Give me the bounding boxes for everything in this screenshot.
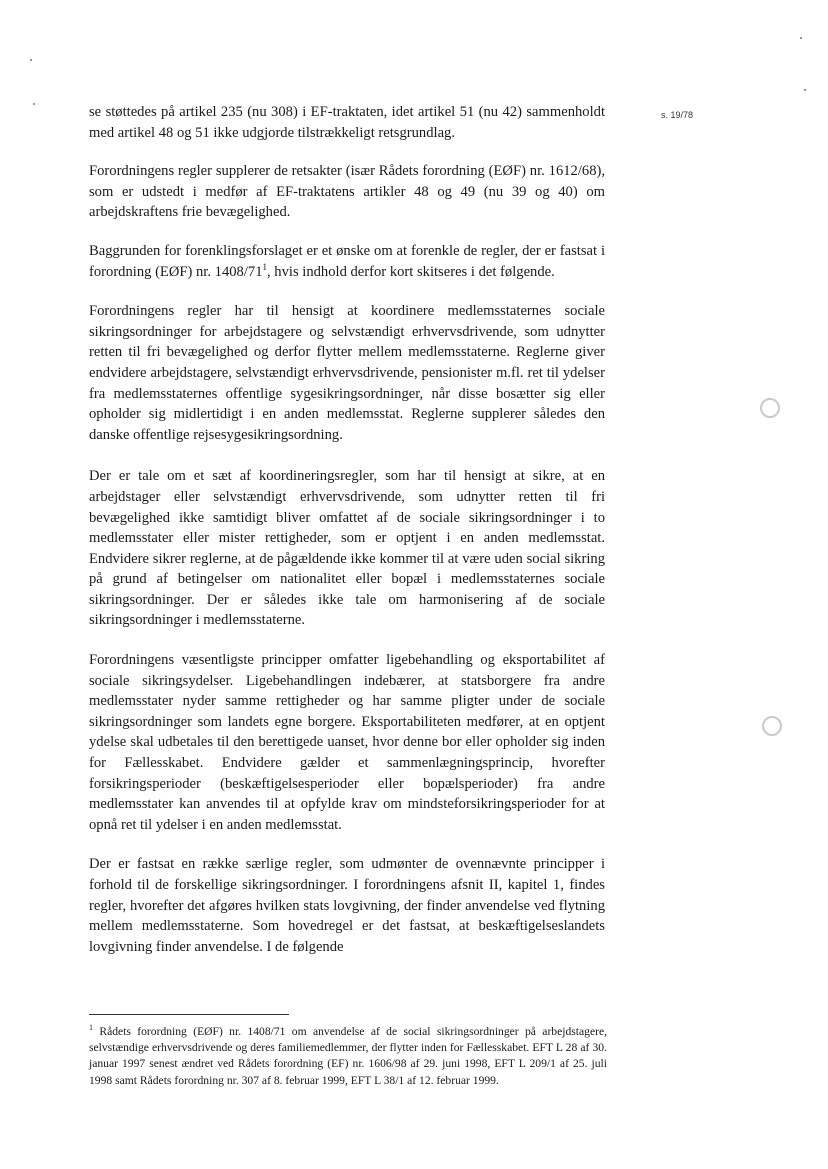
footnote-reference[interactable]: 1 [262,261,267,272]
paragraph-1: se støttedes på artikel 235 (nu 308) i EF-traktaten, idet artikel 51 (nu 42) sammenholdt med artikel 48 og 51 ikke udgjorde tilstrækkeligt retsgrundlag. [89,104,605,141]
paragraph-3 [89,241,605,282]
body-text [89,102,605,957]
footnote [89,1024,607,1089]
margin-page-reference: s. 19/78 [661,110,694,120]
paragraph-7: Der er fastsat en række særlige regler, som udmønter de ovennævnte principper i forhold til de forskellige sikringsordninger. I forordningens afsnit II, kapitel 1, findes regler, hvorefter det afgøres hvilken stats lovgivning, der finder anvendelse ved flytning mellem medlemsstaterne. Som hovedregel er det fastsat, at beskæftigelseslandets lovgivning finder anvendelse. I de følgende [89,856,605,955]
scan-speck [33,103,35,105]
punch-hole [762,716,782,736]
footnote-number: 1 [89,1023,93,1033]
footnote-divider [89,1014,289,1015]
paragraph-6: Forordningens væsentligste principper omfatter ligebehandling og eksportabilitet af sociale sikringsydelser. Ligebehandlingen indebærer, at statsborgere fra andre medlemsstater nyder samme rettigheder og har samme pligter under de sociale sikringsordninger som landets egne borgere. Eksportabiliteten medfører, at en optjent ydelse skal udbetales til den berettigede uanset, hvor denne bor eller opholder sig inden for Fællesskabet. Endvidere gælder et sammenlægningsprincip, hvorefter forsikringsperioder (beskæftigelsesperioder eller bopælsperioder) fra andre medlemsstater kan anvendes til at opfylde krav om mindsteforsikringsperioder for at opnå ret til ydelser i en anden medlemsstat. [89,652,605,833]
paragraph-5: Der er tale om et sæt af koordineringsregler, som har til hensigt at sikre, at en arbejdstager eller selvstændigt erhvervsdrivende, som udnytter retten til fri bevægelighed ikke samtidigt bliver omfattet af de sociale sikringsordninger i to medlemsstater eller mister rettigheder, som er optjent i en anden medlemsstat. Endvidere sikrer reglerne, at de pågældende ikke kommer til at være uden social sikring på grund af betingelser om nationalitet eller bopæl i medlemsstaternes sociale sikringsordninger. Der er således ikke tale om harmonisering af de sociale sikringsordninger i medlemsstaterne. [89,468,605,629]
punch-hole [760,398,780,418]
footnote-text: Rådets forordning (EØF) nr. 1408/71 om anvendelse af de social sikringsordninger på arbejdstagere, selvstændige erhvervsdrivende og deres familiemedlemmer, der flytter inden for Fællesskabet. EFT L 28 af 30. januar 1997 senest ændret ved Rådets forordning (EF) nr. 1606/98 af 29. juni 1998, EFT L 209/1 af 25. juli 1998 samt Rådets forordning nr. 307 af 8. februar 1999, EFT L 38/1 af 12. februar 1999. [89,1025,607,1087]
paragraph-4: Forordningens regler har til hensigt at koordinere medlemsstaternes sociale sikringsordninger for arbejdstagere og selvstændigt erhvervsdrivende, som udnytter retten til fri bevægelighed og derfor flytter mellem medlemsstaterne. Reglerne giver endvidere arbejdstagere, selvstændigt erhvervsdrivende, pensionister m.fl. ret til ydelser fra medlemsstaternes offentlige sygesikringsordninger, når disse bosætter sig eller opholder sig midlertidigt i en anden medlemsstat. Reglerne supplerer således den danske offentlige rejsesygesikringsordning. [89,303,605,443]
scan-speck [800,37,802,39]
paragraph-3-tail: , hvis indhold derfor kort skitseres i det følgende. [267,263,555,280]
paragraph-3-text: Baggrunden for forenklingsforslaget er et ønske om at forenkle de regler, der er fastsat i forordning (EØF) nr. 1408/71 [89,242,605,280]
paragraph-2: Forordningens regler supplerer de retsakter (især Rådets forordning (EØF) nr. 1612/68), som er udstedt i medfør af EF-traktatens artikler 48 og 49 (nu 39 og 40) om arbejdskraftens frie bevægelighed. [89,163,605,221]
scan-speck [804,89,806,91]
scan-speck [30,59,32,61]
